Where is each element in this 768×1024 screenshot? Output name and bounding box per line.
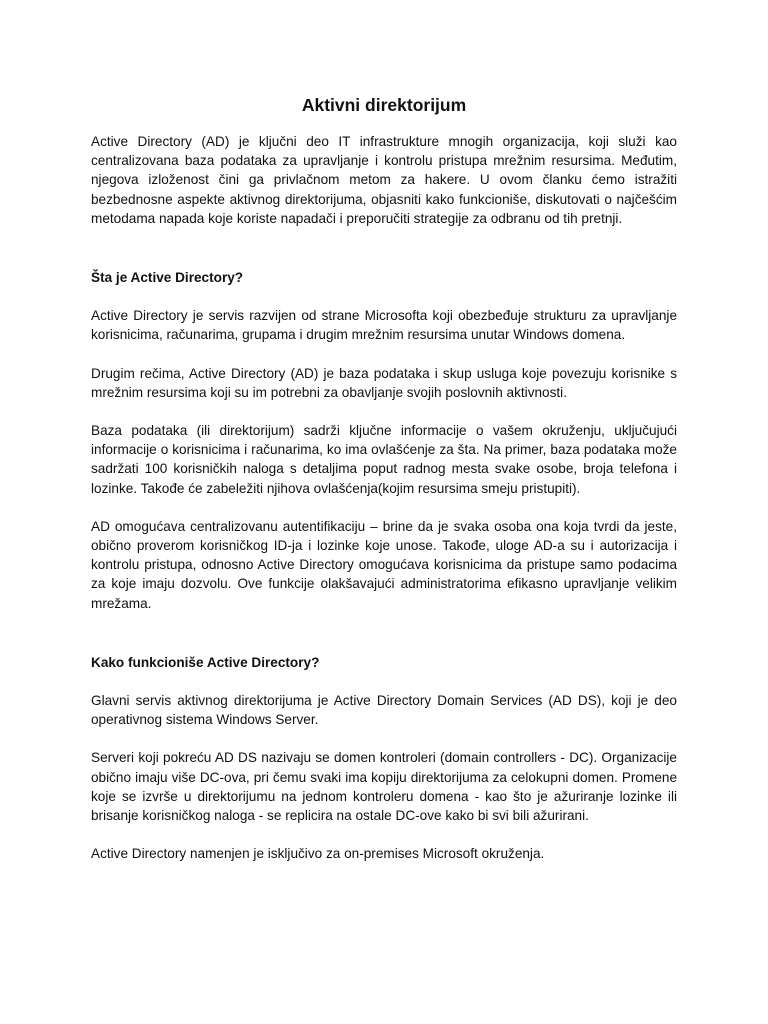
spacer [91, 345, 677, 364]
spacer [91, 672, 677, 691]
spacer [91, 498, 677, 517]
section-heading-what-is-ad: Šta je Active Directory? [91, 270, 244, 286]
spacer [91, 228, 677, 268]
document-page [91, 94, 677, 863]
paragraph: Drugim rečima, Active Directory (AD) je baza podataka i skup usluga koje povezuju korisnike s mrežnim resursima koji su im potrebni za obavljanje svojih poslovnih aktivnosti. [91, 365, 677, 400]
paragraph: Serveri koji pokreću AD DS nazivaju se domen kontroleri (domain controllers - DC). Organizacije obično imaju više DC-ova, pri čemu svaki ima kopiju direktorijuma za celokupni domen. Promene koje se izvrše u direktorijumu na jednom kontroleru domena - kao što je ažuriranje lozinke ili brisanje korisničkog naloga - se replicira na ostale DC-ove kako bi svi bili ažurirani. [91, 750, 677, 824]
spacer [91, 729, 677, 748]
spacer [91, 613, 677, 653]
section-heading-how-ad-works: Kako funkcioniše Active Directory? [91, 654, 320, 670]
paragraph: Active Directory je servis razvijen od strane Microsofta koji obezbeđuje strukturu za upravljanje korisnicima, računarima, grupama i drugim mrežnim resursima unutar Windows domena. [91, 308, 677, 343]
intro-paragraph: Active Directory (AD) je ključni deo IT infrastrukture mnogih organizacija, koji služi kao centralizovana baza podataka za upravljanje i kontrolu pristupa mrežnim resursima. Međutim, njegova izloženost čini ga privlačnom metom za hakere. U ovom članku ćemo istražiti bezbednosne aspekte aktivnog direktorijuma, objasniti kako funkcioniše, diskutovati o najčešćim metodama napada koje koriste napadači i preporučiti strategije za odbranu od tih pretnji. [91, 134, 677, 226]
spacer [91, 287, 677, 306]
paragraph: Baza podataka (ili direktorijum) sadrži ključne informacije o vašem okruženju, uključujući informacije o korisnicima i računarima, ko ima ovlašćenje za šta. Na primer, baza podataka može sadržati 100 korisničkih naloga s detaljima poput radnog mesta svake osobe, broja telefona i lozinke. Takođe će zabeležiti njihova ovlašćenja(kojim resursima smeju pristupiti). [91, 423, 677, 496]
paragraph: Glavni servis aktivnog direktorijuma je Active Directory Domain Services (AD DS), koji je deo operativnog sistema Windows Server. [91, 693, 677, 728]
spacer [91, 402, 677, 421]
paragraph: AD omogućava centralizovanu autentifikaciju – brine da je svaka osoba ona koja tvrdi da jeste, obično proverom korisničkog ID-ja i lozinke koje unose. Takođe, uloge AD-a su i autorizacija i kontrolu pristupa, odnosno Active Directory omogućava korisnicima da pristupe samo podacima za koje imaju dozvolu. Ove funkcije olakšavajući administratorima efikasno upravljanje velikim mrežama. [91, 518, 677, 611]
paragraph: Active Directory namenjen je isključivo za on-premises Microsoft okruženja. [91, 846, 545, 862]
spacer [91, 825, 677, 844]
document-title: Aktivni direktorijum [301, 95, 467, 115]
